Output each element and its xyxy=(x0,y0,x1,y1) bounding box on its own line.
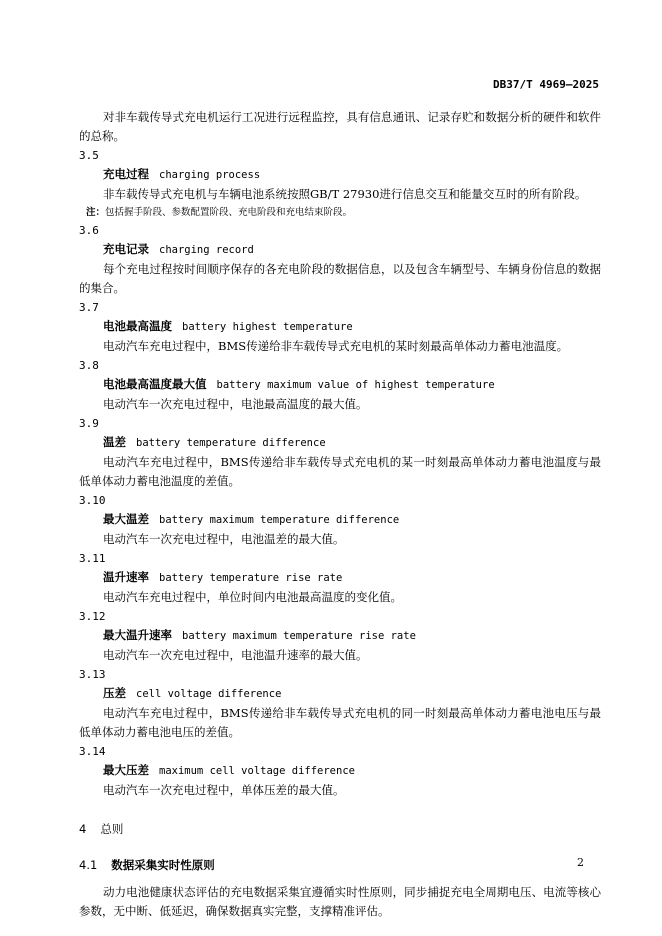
term-entry xyxy=(79,491,601,549)
term-definition: 每个充电过程按时间顺序保存的各充电阶段的数据信息，以及包含车辆型号、车辆身份信息的数据的集合。 xyxy=(79,262,601,295)
term-heading xyxy=(79,240,601,260)
term-definition: 电动汽车充电过程中，单位时间内电池最高温度的变化值。 xyxy=(103,590,402,604)
term-english: battery maximum temperature difference xyxy=(159,514,400,526)
term-entry xyxy=(79,298,601,356)
term-heading xyxy=(79,433,601,453)
term-definition: 电动汽车充电过程中，BMS传递给非车载传导式充电机的同一时刻最高单体动力蓄电池电压与最低单体动力蓄电池电压的差值。 xyxy=(79,706,601,739)
term-heading xyxy=(79,761,601,781)
term-number: 3.13 xyxy=(79,668,106,681)
note-text: 包括握手阶段、参数配置阶段、充电阶段和充电结束阶段。 xyxy=(105,207,353,218)
term-chinese: 温差 xyxy=(103,435,126,449)
term-definition: 电动汽车充电过程中，BMS传递给非车载传导式充电机的某一时刻最高单体动力蓄电池温度与最低单体动力蓄电池温度的差值。 xyxy=(79,455,601,488)
term-chinese: 最大温差 xyxy=(103,512,149,526)
term-chinese: 充电过程 xyxy=(103,167,149,181)
term-definition: 电动汽车一次充电过程中，单体压差的最大值。 xyxy=(103,783,345,797)
term-english: battery temperature rise rate xyxy=(159,572,343,584)
term-heading xyxy=(79,626,601,646)
note-label: 注： xyxy=(86,207,106,218)
intro-paragraph: 对非车载传导式充电机运行工况进行远程监控，具有信息通讯、记录存贮和数据分析的硬件和软件的总称。 xyxy=(79,110,601,143)
term-chinese: 压差 xyxy=(103,686,126,700)
term-definition: 电动汽车一次充电过程中，电池温升速率的最大值。 xyxy=(103,648,368,662)
term-definition: 电动汽车一次充电过程中，电池温差的最大值。 xyxy=(103,532,345,546)
term-chinese: 电池最高温度 xyxy=(103,319,172,333)
term-definition: 非车载传导式充电机与车辆电池系统按照GB/T 27930进行信息交互和能量交互时的所有阶段。 xyxy=(103,187,587,201)
page-number: 2 xyxy=(577,856,584,869)
term-heading xyxy=(79,375,601,395)
term-entry xyxy=(79,607,601,665)
term-definition: 电动汽车一次充电过程中，电池最高温度的最大值。 xyxy=(103,397,368,411)
term-english: charging record xyxy=(159,244,254,256)
term-heading xyxy=(79,684,601,704)
term-heading xyxy=(79,165,601,185)
section-4-1-paragraph: 动力电池健康状态评估的充电数据采集宜遵循实时性原则，同步捕捉充电全周期电压、电流等核心参数，无中断、低延迟，确保数据真实完整，支撑精准评估。 xyxy=(79,885,601,918)
term-number: 3.6 xyxy=(79,224,99,237)
term-number: 3.8 xyxy=(79,359,99,372)
term-chinese: 充电记录 xyxy=(103,242,149,256)
term-number: 3.9 xyxy=(79,417,99,430)
term-entry xyxy=(79,665,601,742)
term-entry xyxy=(79,356,601,414)
term-english: charging process xyxy=(159,169,261,181)
term-entry xyxy=(79,221,601,298)
term-number: 3.14 xyxy=(79,745,106,758)
term-definition: 电动汽车充电过程中，BMS传递给非车载传导式充电机的某时刻最高单体动力蓄电池温度。 xyxy=(103,339,569,353)
section-4-1-heading xyxy=(79,856,601,875)
content-body xyxy=(79,108,601,921)
term-number: 3.7 xyxy=(79,301,99,314)
term-heading xyxy=(79,317,601,337)
section-title: 数据采集实时性原则 xyxy=(111,858,215,872)
term-number: 3.10 xyxy=(79,494,106,507)
document-code: DB37/T 4969—2025 xyxy=(493,78,599,91)
term-entry xyxy=(79,414,601,491)
section-number: 4 xyxy=(79,822,87,836)
term-english: battery maximum temperature rise rate xyxy=(182,630,416,642)
section-title: 总则 xyxy=(100,822,124,836)
term-note xyxy=(79,204,601,221)
term-english: maximum cell voltage difference xyxy=(159,765,355,777)
term-entry xyxy=(79,742,601,800)
term-entry xyxy=(79,146,601,221)
term-english: battery highest temperature xyxy=(182,321,353,333)
term-heading xyxy=(79,568,601,588)
term-number: 3.11 xyxy=(79,552,106,565)
term-chinese: 电池最高温度最大值 xyxy=(103,377,207,391)
term-chinese: 最大压差 xyxy=(103,763,149,777)
section-4-heading xyxy=(79,820,601,839)
term-english: battery maximum value of highest temperature xyxy=(216,379,495,391)
term-chinese: 温升速率 xyxy=(103,570,149,584)
term-english: battery temperature difference xyxy=(136,437,326,449)
section-number: 4.1 xyxy=(79,858,98,872)
term-entries xyxy=(79,146,601,800)
term-entry xyxy=(79,549,601,607)
term-chinese: 最大温升速率 xyxy=(103,628,172,642)
term-number: 3.12 xyxy=(79,610,106,623)
term-heading xyxy=(79,510,601,530)
term-number: 3.5 xyxy=(79,149,99,162)
term-english: cell voltage difference xyxy=(136,688,282,700)
